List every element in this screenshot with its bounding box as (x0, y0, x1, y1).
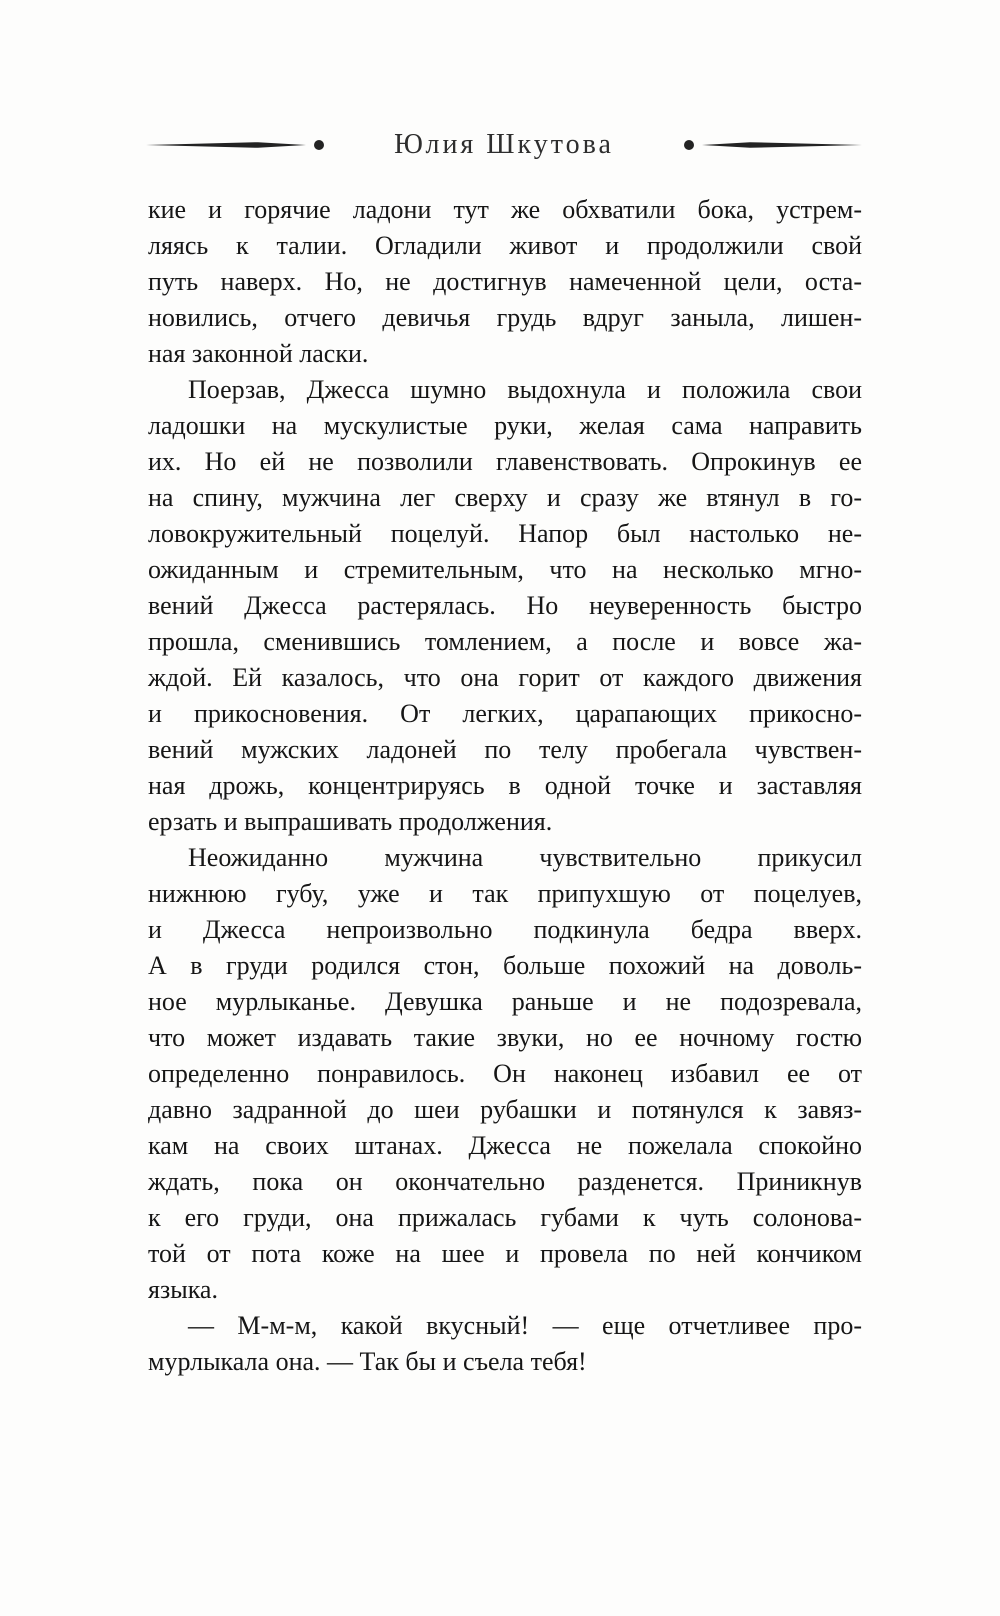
text-line: ожиданным и стремительным, что на несколько мгно- (148, 555, 862, 584)
text-line: мурлыкала она. — Так бы и съела тебя! (148, 1347, 587, 1376)
text-line: А в груди родился стон, больше похожий на доволь- (148, 951, 862, 980)
text-line: вений Джесса растерялась. Но неуверенность быстро (148, 591, 862, 620)
text-line: ное мурлыканье. Девушка раньше и не подозревала, (148, 987, 862, 1016)
paragraph (148, 840, 862, 1308)
text-line: ладошки на мускулистые руки, желая сама направить (148, 411, 862, 440)
text-line: ждой. Ей казалось, что она горит от каждого движения (148, 663, 862, 692)
text-line: языка. (148, 1275, 218, 1304)
text-line: и прикосновения. От легких, царапающих прикосно- (148, 699, 862, 728)
left-ornament-icon (146, 138, 326, 152)
text-line: их. Но ей не позволили главенствовать. Опрокинув ее (148, 447, 862, 476)
text-line: ная дрожь, концентрируясь в одной точке и заставляя (148, 771, 862, 800)
text-line: к его груди, она прижалась губами к чуть солонова- (148, 1203, 862, 1232)
text-line: ляясь к талии. Огладили живот и продолжили свой (148, 231, 862, 260)
paragraph (148, 192, 862, 372)
text-line: ждать, пока он окончательно разденется. Приникнув (148, 1167, 862, 1196)
author-title: Юлия Шкутова (394, 129, 614, 160)
right-ornament-icon (682, 138, 862, 152)
text-line: кам на своих штанах. Джесса не пожелала спокойно (148, 1131, 862, 1160)
text-line: — М-м-м, какой вкусный! — еще отчетливее про- (188, 1311, 862, 1340)
text-line: ловокружительный поцелуй. Напор был настолько не- (148, 519, 862, 548)
page-text (148, 192, 862, 1380)
text-line: ная законной ласки. (148, 339, 369, 368)
paragraph (148, 1308, 862, 1380)
page-header (146, 128, 862, 162)
text-line: прошла, сменившись томлением, а после и вовсе жа- (148, 627, 862, 656)
text-line: определенно понравилось. Он наконец избавил ее от (148, 1059, 862, 1088)
text-line: давно задранной до шеи рубашки и потянулся к завяз- (148, 1095, 862, 1124)
text-line: и Джесса непроизвольно подкинула бедра вверх. (148, 915, 862, 944)
text-line: новились, отчего девичья грудь вдруг заныла, лишен- (148, 303, 862, 332)
paragraph (148, 372, 862, 840)
text-line: ерзать и выпрашивать продолжения. (148, 807, 553, 836)
text-line: Неожиданно мужчина чувствительно прикусил (188, 843, 862, 872)
text-line: путь наверх. Но, не достигнув намеченной цели, оста- (148, 267, 862, 296)
text-line: той от пота коже на шее и провела по ней кончиком (148, 1239, 862, 1268)
text-line: вений мужских ладоней по телу пробегала чувствен- (148, 735, 862, 764)
text-line: что может издавать такие звуки, но ее ночному гостю (148, 1023, 862, 1052)
text-line: Поерзав, Джесса шумно выдохнула и положила свои (188, 375, 862, 404)
text-line: кие и горячие ладони тут же обхватили бока, устрем- (148, 195, 862, 224)
text-line: нижнюю губу, уже и так припухшую от поцелуев, (148, 879, 862, 908)
text-line: на спину, мужчина лег сверху и сразу же втянул в го- (148, 483, 862, 512)
